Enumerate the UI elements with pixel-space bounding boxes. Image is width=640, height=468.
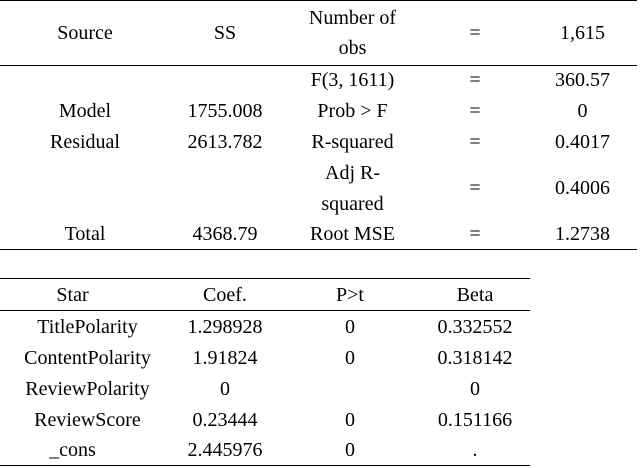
eq-f: =: [469, 69, 481, 91]
stat-f: F(3, 1611): [310, 69, 395, 91]
coef-value: 2.445976: [187, 439, 263, 461]
p-value: 0: [345, 347, 355, 369]
eq-rootmse: =: [469, 223, 481, 245]
p-value: 0: [345, 409, 355, 431]
eq-adjrsq: =: [469, 177, 481, 199]
eq-prob: =: [469, 100, 481, 122]
value-adjrsq: 0.4006: [555, 177, 610, 199]
value-rsq: 0.4017: [555, 131, 610, 153]
var-name: ReviewScore: [34, 409, 141, 431]
value-rootmse: 1.2738: [555, 223, 610, 245]
stat-adjrsq-line1: Adj R-: [325, 162, 380, 184]
header-coef: Coef.: [203, 284, 247, 306]
stat-prob: Prob > F: [317, 100, 388, 122]
stat-rsq: R-squared: [311, 131, 394, 153]
coef-value: 1.298928: [187, 316, 263, 338]
beta-value: 0.151166: [437, 409, 513, 431]
var-name: ContentPolarity: [24, 347, 151, 369]
coef-header-rule: [0, 310, 530, 311]
header-nobs-line2: obs: [338, 37, 367, 59]
var-name: _cons: [49, 439, 96, 461]
p-value: 0: [345, 439, 355, 461]
header-nobs-line1: Number of: [308, 7, 397, 29]
coef-value: 1.91824: [192, 347, 258, 369]
source-total: Total: [64, 223, 106, 245]
ss-residual: 2613.782: [187, 131, 263, 153]
ss-model: 1755.008: [187, 100, 263, 122]
var-name: TitlePolarity: [37, 316, 138, 338]
coefficient-table: [0, 278, 530, 468]
ss-total: 4368.79: [192, 223, 258, 245]
coef-top-rule: [0, 278, 530, 279]
var-name: ReviewPolarity: [25, 378, 150, 400]
top-rule: [0, 0, 637, 1]
source-residual: Residual: [50, 131, 120, 153]
header-eq: =: [469, 22, 481, 44]
value-f: 360.57: [555, 69, 610, 91]
eq-rsq: =: [469, 131, 481, 153]
coef-value: 0.23444: [192, 409, 258, 431]
source-model: Model: [58, 100, 112, 122]
header-star: Star: [56, 284, 89, 306]
header-beta: Beta: [456, 284, 494, 306]
value-prob: 0: [577, 100, 588, 122]
beta-value: .: [472, 439, 478, 461]
coef-value: 0: [220, 378, 230, 400]
beta-value: 0.332552: [437, 316, 513, 338]
stat-rootmse: Root MSE: [309, 223, 396, 245]
header-nobs-value: 1,615: [560, 22, 605, 44]
header-p: P>t: [336, 284, 364, 306]
p-value: 0: [345, 316, 355, 338]
header-ss: SS: [213, 22, 237, 44]
beta-value: 0.318142: [437, 347, 513, 369]
coef-bottom-rule: [0, 465, 530, 466]
stat-adjrsq-line2: squared: [321, 193, 384, 215]
beta-value: 0: [470, 378, 480, 400]
header-source: Source: [57, 22, 113, 44]
bottom-rule: [0, 249, 637, 250]
